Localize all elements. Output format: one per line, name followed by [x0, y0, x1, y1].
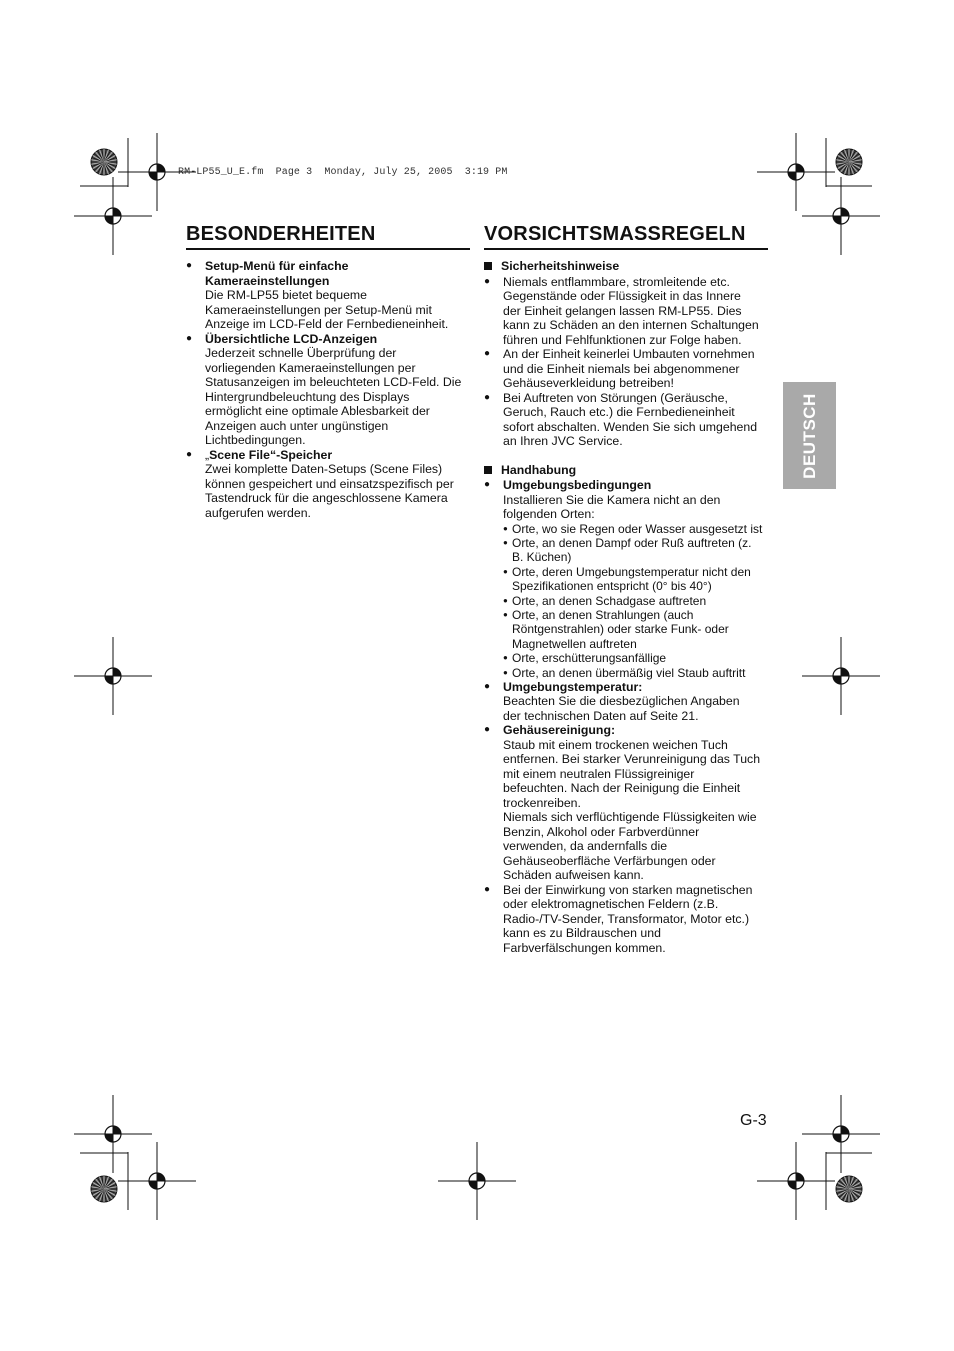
item-title: Umgebungstemperatur: [503, 679, 643, 694]
registration-crosshair-icon [757, 133, 835, 211]
registration-crosshair-icon [438, 1142, 516, 1220]
location-item: ● Orte, an denen Schadgase auftreten [503, 593, 707, 608]
language-tab-label: DEUTSCH [799, 392, 819, 479]
item-title: Umgebungsbedingungen [503, 478, 652, 492]
feature-item-lcd [186, 332, 471, 448]
feature-item-setup-menu [186, 259, 471, 332]
bullet-icon: ● [484, 680, 491, 692]
registration-crosshair-icon [802, 637, 880, 715]
registration-starburst-icon [91, 149, 117, 175]
feature-title [205, 448, 471, 463]
location-item: ● Orte, erschütterungsanfällige [503, 651, 667, 666]
safety-item: ● Bei Auftreten von Störungen (Geräusche, Geruch, Rauch etc.) die Fernbedieneinheit sofort abschalten. Wenden Sie sich umgehend an Ihren JVC Service. [484, 390, 758, 448]
bullet-icon: ● [484, 883, 491, 895]
item-text: Installieren Sie die Kamera nicht an den folgenden Orten: [503, 492, 721, 521]
location-item: ● Orte, an denen Dampf oder Ruß auftreten (z. B. Küchen) [503, 535, 752, 565]
registration-starburst-icon [836, 1176, 862, 1202]
bullet-icon: ● [484, 724, 491, 736]
language-tab [783, 382, 836, 489]
handling-item-cleaning [484, 723, 774, 883]
bullet-icon: ● [484, 275, 491, 287]
registration-crosshair-icon [74, 177, 152, 255]
page-number: G-3 [740, 1112, 767, 1129]
feature-text: Zwei komplette Daten-Setups (Scene Files) können gespeichert und einsatzspezifisch per Tastendruck für die angeschlossene Kamera aufgerufen werden. [205, 462, 454, 520]
bullet-icon: ● [484, 479, 491, 490]
square-bullet-icon [484, 262, 492, 270]
item-text: Bei der Einwirkung von starken magnetischen oder elektromagnetischen Feldern (z.B. Radio-/TV-Sender, Transformator, Motor etc.) kann es zu Bildrauschen und Farbverfälschungen kommen. [503, 882, 753, 955]
registration-starburst-icon [836, 149, 862, 175]
location-item: ● Orte, an denen übermäßig viel Staub auftritt [503, 665, 746, 680]
precautions-column [484, 259, 774, 955]
file-header-line: RM-LP55_U_E.fm Page 3 Monday, July 25, 2005 3:19 PM [178, 167, 508, 178]
besonderheiten-title: BESONDERHEITEN [186, 223, 376, 245]
vorsichtsmassregeln-title: VORSICHTSMASSREGELN [484, 223, 746, 245]
registration-crosshair-icon [74, 1095, 152, 1173]
item-text: Beachten Sie die diesbezüglichen Angaben der technischen Daten auf Seite 21. [503, 694, 740, 723]
safety-item: ● Niemals entflammbare, stromleitende etc. Gegenstände oder Flüssigkeit in das Innere der Einheit gelangen lassen RM-LP55. Dies kann zu Schäden an den internen Schaltungen führen und Fehlfunktionen zur Folge haben. [484, 274, 759, 347]
feature-title-suffix: “-Speicher [269, 447, 333, 462]
features-list [186, 259, 471, 520]
quote-open: „ [205, 447, 210, 462]
feature-title: Setup-Menü für einfache Kameraeinstellungen [205, 259, 349, 288]
location-item: ● Orte, an denen Strahlungen (auch Röntgenstrahlen) oder starke Funk- oder Magnetwellen auftreten [503, 607, 729, 651]
besonderheiten-title-rule [186, 248, 470, 250]
location-list [503, 522, 774, 680]
handling-item-magnetic [484, 883, 774, 956]
safety-item: ● An der Einheit keinerlei Umbauten vornehmen und die Einheit niemals bei abgenommener Gehäuseverkleidung betreiben! [484, 347, 755, 390]
feature-title: Übersichtliche LCD-Anzeigen [205, 331, 378, 346]
registration-crosshair-icon [802, 1095, 880, 1173]
bullet-icon: ● [484, 348, 491, 359]
feature-text: Jederzeit schnelle Überprüfung der vorliegenden Kameraeinstellungen per Statusanzeigen im beleuchteten LCD-Feld. Die Hintergrundbeleuchtung des Displays ermöglicht eine optimale Ablesbarkeit der Anzeigen auch unter ungünstigen Lichtbedingungen. [205, 346, 462, 447]
registration-crosshair-icon [757, 1142, 835, 1220]
bullet-icon: ● [186, 448, 193, 460]
feature-title-bold: Scene File [209, 447, 270, 462]
vorsichtsmassregeln-title-rule [484, 248, 768, 250]
feature-text: Die RM-LP55 bietet bequeme Kameraeinstellungen per Setup-Menü mit Anzeige im LCD-Feld der Fernbedieneinheit. [205, 288, 449, 331]
handling-item-environment [484, 478, 774, 680]
registration-crosshair-icon [118, 133, 196, 211]
bullet-icon: ● [186, 332, 193, 344]
registration-crosshair-icon [802, 177, 880, 255]
location-item: ● Orte, deren Umgebungstemperatur nicht den Spezifikationen entspricht (0° bis 40°) [503, 564, 751, 594]
registration-starburst-icon [91, 1176, 117, 1202]
bullet-icon: ● [186, 260, 193, 271]
registration-crosshair-icon [74, 637, 152, 715]
handling-item-temperature [484, 680, 774, 724]
square-bullet-icon [484, 466, 492, 474]
section-heading-safety: Sicherheitshinweise [484, 259, 774, 274]
location-item: ● Orte, wo sie Regen oder Wasser ausgesetzt ist [503, 521, 763, 536]
feature-item-scene-file [186, 448, 471, 521]
item-title: Gehäusereinigung: [503, 723, 616, 738]
bullet-icon: ● [484, 391, 491, 403]
section-heading-handling: Handhabung [484, 463, 774, 478]
registration-crosshair-icon [118, 1142, 196, 1220]
item-text: Staub mit einem trockenen weichen Tuch entfernen. Bei starker Verunreinigung das Tuch mit einem neutralen Flüssigreiniger befeuchten. Nach der Reinigung die Einheit trockenreiben. Niemals sich verflüchtigende Flüssigkeiten wie Benzin, Alkohol oder Farbverdünner verwenden, da andernfalls die Gehäuseoberfläche Verfärbungen oder Schäden aufweisen kann. [503, 737, 761, 883]
